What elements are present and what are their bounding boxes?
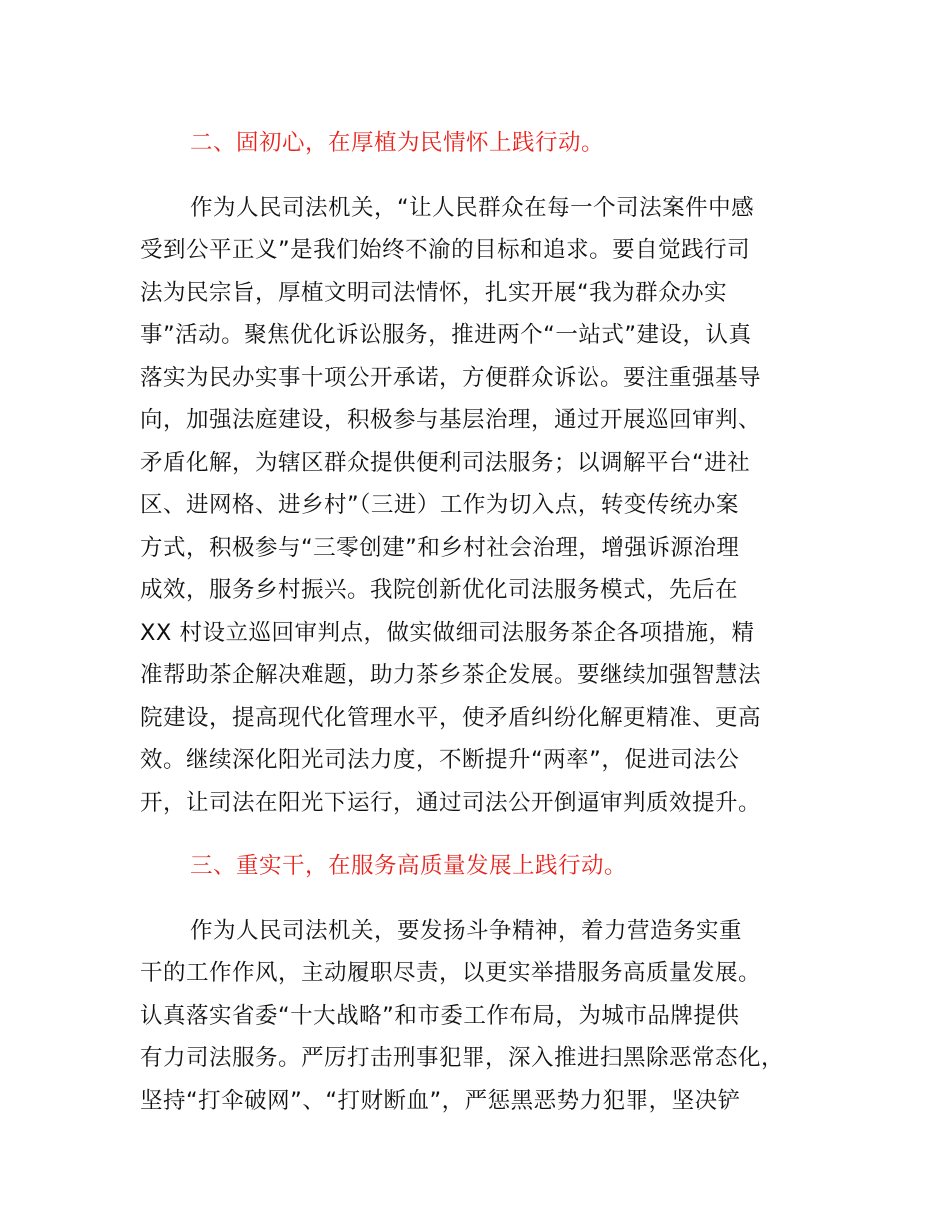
paragraph-line: 方式，积极参与“三零创建”和乡村社会治理，增强诉源治理 bbox=[140, 534, 740, 561]
paragraph-line: 事”活动。聚焦优化诉讼服务，推进两个“一站式”建设，认真 bbox=[140, 322, 752, 348]
paragraph-line: 坚持“打伞破网”、“打财断血”，严惩黑恶势力犯罪，坚决铲 bbox=[140, 1087, 741, 1114]
section-2 bbox=[140, 122, 840, 824]
section-3 bbox=[140, 845, 840, 1122]
paragraph-line: 院建设，提高现代化管理水平，使矛盾纠纷化解更精准、更高 bbox=[140, 704, 762, 731]
paragraph-line: 作为人民司法机关，“让人民群众在每一个司法案件中感 bbox=[190, 194, 755, 221]
paragraph-line: 有力司法服务。严厉打击刑事犯罪，深入推进扫黑除恶常态化， bbox=[140, 1045, 785, 1071]
paragraph-line: 区、进网格、进乡村”（三进）工作为切入点，转变传统办案 bbox=[140, 492, 739, 518]
paragraph-line: 作为人民司法机关，要发扬斗争精神，着力营造务实重 bbox=[190, 917, 743, 944]
paragraph-line: 受到公平正义”是我们始终不渝的目标和追求。要自觉践行司 bbox=[140, 237, 751, 263]
paragraph-line: 开，让司法在阳光下运行，通过司法公开倒逼审判质效提升。 bbox=[140, 789, 762, 816]
paragraph-line: 法为民宗旨，厚植文明司法情怀，扎实开展“我为群众办实 bbox=[140, 279, 728, 306]
paragraph-line: 矛盾化解，为辖区群众提供便利司法服务；以调解平台“进社 bbox=[140, 449, 751, 476]
paragraph-line: 效。继续深化阳光司法力度，不断提升“两率”，促进司法公 bbox=[140, 747, 740, 773]
paragraph-gap bbox=[140, 165, 840, 187]
paragraph-gap bbox=[140, 888, 840, 910]
paragraph-line: XX 村设立巡回审判点，做实做细司法服务茶企各项措施，精 bbox=[140, 619, 755, 646]
paragraph-line: 向，加强法庭建设，积极参与基层治理，通过开展巡回审判、 bbox=[140, 407, 762, 433]
section-2-heading: 二、固初心，在厚植为民情怀上践行动。 bbox=[190, 130, 605, 156]
paragraph-line: 准帮助茶企解决难题，助力茶乡茶企发展。要继续加强智慧法 bbox=[140, 662, 762, 688]
section-3-heading: 三、重实干，在服务高质量发展上践行动。 bbox=[190, 853, 628, 879]
paragraph-line: 干的工作作风，主动履职尽责，以更实举措服务高质量发展。 bbox=[140, 960, 762, 986]
paragraph-line: 落实为民办实事十项公开承诺，方便群众诉讼。要注重强基导 bbox=[140, 364, 762, 391]
paragraph-line: 认真落实省委“十大战略”和市委工作布局，为城市品牌提供 bbox=[140, 1002, 740, 1029]
paragraph-line: 成效，服务乡村振兴。我院创新优化司法服务模式，先后在 bbox=[140, 577, 739, 603]
